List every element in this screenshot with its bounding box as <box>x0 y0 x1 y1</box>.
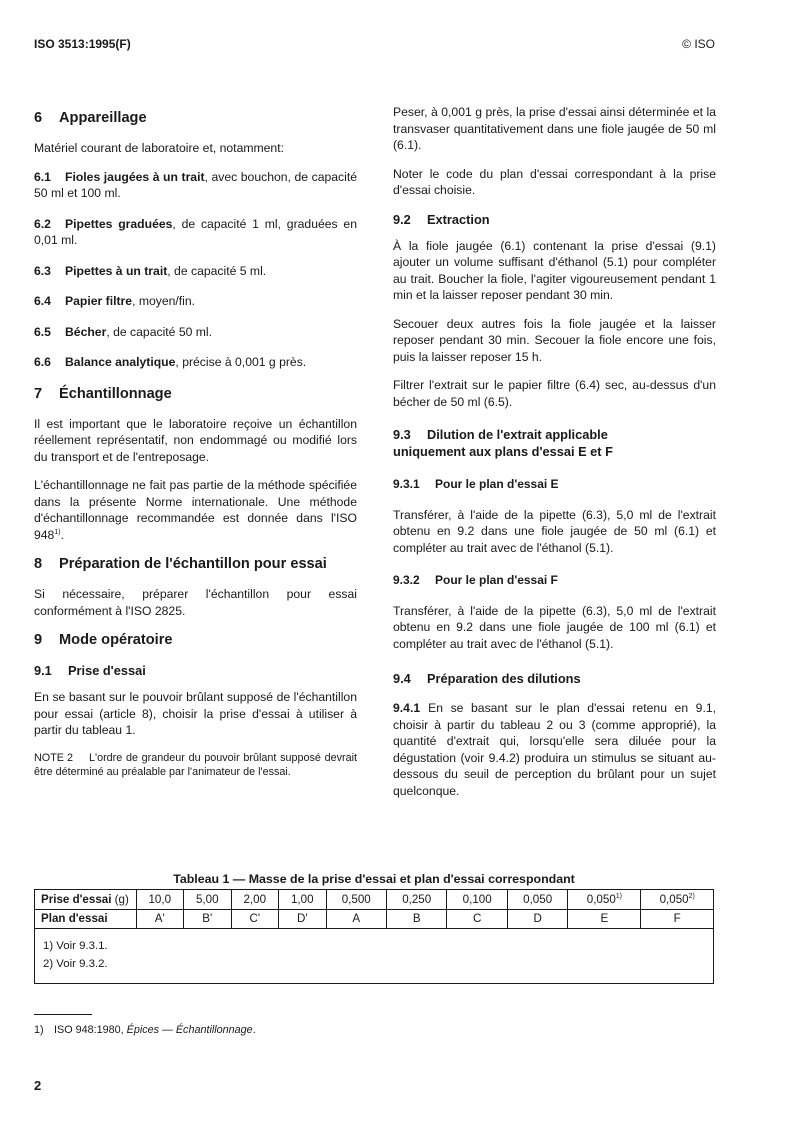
section-9-2-paragraph-3: Filtrer l'extrait sur le papier filtre (6.4) sec, au-dessus d'un bécher de 50 ml (6.5). <box>393 378 716 409</box>
right-column <box>393 104 716 811</box>
section-7-paragraph-2: L'échantillonnage ne fait pas partie de la méthode spécifiée dans la présente Norme internationale. Une méthode d'échantillonnage recommandée est donnée dans l'ISO 948$^{1)}$. <box>34 478 357 542</box>
table-1 <box>34 889 714 984</box>
table-note: 1) Voir 9.3.1. <box>43 939 108 952</box>
note-2: NOTE 2 L'ordre de grandeur du pouvoir brûlant supposé devrait être déterminé au préalable par l'animateur de l'essai. <box>34 751 357 778</box>
section-9-3-1-paragraph: Transférer, à l'aide de la pipette (6.3), 5,0 ml de l'extrait obtenu en 9.2 dans une fiole jaugée de 50 ml (6.1) et compléter au trait avec de l'éthanol (5.1). <box>393 507 716 555</box>
table-cell: 10,0 <box>136 890 184 909</box>
table-cell: 0,050$^{2)}$ <box>641 890 713 909</box>
table-row-test-portion <box>35 890 713 909</box>
table-cell: D' <box>279 909 327 928</box>
section-9-3-heading: 9.3 Dilution de l'extrait applicable uniquement aux plans d'essai E et F <box>393 427 613 459</box>
section-9-1-continued: Peser, à 0,001 g près, la prise d'essai ainsi déterminée et la transvaser quantitativement dans une fiole jaugée de 50 ml (6.1). <box>393 105 716 152</box>
section-9-3-2-paragraph: Transférer, à l'aide de la pipette (6.3), 5,0 ml de l'extrait obtenu en 9.2 dans une fiole jaugée de 100 ml (6.1) et compléter au trait avec de l'éthanol (5.1). <box>393 603 716 651</box>
item-6-5: 6.5 Bécher, de capacité 50 ml. <box>34 324 213 339</box>
section-9-3-1-heading: 9.3.1 Pour le plan d'essai E <box>393 477 559 491</box>
section-9-4-1-paragraph: 9.4.1 En se basant sur le plan d'essai retenu en 9.1, choisir à partir du tableau 2 ou 3 (comme approprié), la quantité d'extrait qui, lorsqu'elle sera diluée pour la dégustation (voir 9.4.2) produira un stimulus se situant au-dessous du seuil de perception du brûlant pour un sujet quelconque. <box>393 701 716 798</box>
section-8-heading: 8 Préparation de l'échantillon pour essai <box>34 556 327 572</box>
item-6-1: 6.1 Fioles jaugées à un trait, avec bouchon, de capacité 50 ml et 100 ml. <box>34 169 357 200</box>
section-9-3-2-heading: 9.3.2 Pour le plan d'essai F <box>393 573 558 587</box>
table-cell: A' <box>136 909 184 928</box>
section-6-heading: 6 Appareillage <box>34 110 147 126</box>
footnote-ref: 1) <box>54 528 61 536</box>
item-6-2: 6.2 Pipettes graduées, de capacité 1 ml, graduées en 0,01 ml. <box>34 216 357 247</box>
section-9-1-heading: 9.1 Prise d'essai <box>34 663 146 678</box>
table-cell: B' <box>184 909 232 928</box>
table-cell: C' <box>231 909 279 928</box>
table-cell: E <box>568 909 641 928</box>
section-7-heading: 7 Échantillonnage <box>34 385 172 402</box>
table-cell: 0,250 <box>386 890 446 909</box>
document-id: ISO 3513:1995(F) <box>34 37 131 51</box>
table-cell: 2,00 <box>231 890 279 909</box>
section-7-paragraph-1: Il est important que le laboratoire reçoive un échantillon réellement représentatif, non endommagé ou modifié lors du transport et de l'entreposage. <box>34 416 357 464</box>
section-9-1-paragraph: En se basant sur le pouvoir brûlant supposé de l'échantillon pour essai (article 8), choisir la prise d'essai à utiliser à partir du tableau 1. <box>34 690 357 737</box>
section-8-paragraph: Si nécessaire, préparer l'échantillon pour essai conformément à l'ISO 2825. <box>34 587 357 618</box>
section-9-2-heading: 9.2 Extraction <box>393 211 490 227</box>
table-row-test-plan <box>35 909 713 928</box>
section-6-intro: Matériel courant de laboratoire et, notamment: <box>34 141 284 155</box>
table-cell: A <box>326 909 386 928</box>
table-cell: 5,00 <box>184 890 232 909</box>
item-6-4: 6.4 Papier filtre, moyen/fin. <box>34 294 196 308</box>
left-column <box>34 104 357 779</box>
table-cell: F <box>641 909 713 928</box>
table-cell: 0,500 <box>326 890 386 909</box>
section-9-2-paragraph-1: À la fiole jaugée (6.1) contenant la prise d'essai (9.1) ajouter un volume suffisant d'éthanol (5.1) pour compléter au trait. Boucher la fiole, l'agiter vigoureusement pendant 1 min et la laisser reposer pendant 30 min. <box>393 238 716 302</box>
table-cell: D <box>507 909 567 928</box>
section-9-2-paragraph-2: Secouer deux autres fois la fiole jaugée et la laisser reposer pendant 30 min. Secouer la fiole encore une fois, puis la laisser reposer 15 h. <box>393 316 716 364</box>
table-cell: C <box>447 909 507 928</box>
footnote-1: 1) ISO 948:1980, Épices — Échantillonnage. <box>34 1024 256 1036</box>
section-9-1-code-paragraph: Noter le code du plan d'essai correspondant à la prise d'essai choisie. <box>393 166 716 197</box>
footnote-divider <box>34 1014 92 1015</box>
section-9-4-heading: 9.4 Préparation des dilutions <box>393 671 581 686</box>
item-6-3: 6.3 Pipettes à un trait, de capacité 5 ml. <box>34 263 267 278</box>
row-label-test-plan: Plan d'essai <box>35 909 136 928</box>
table-cell: 0,050 <box>507 890 567 909</box>
table-1-title: Tableau 1 — Masse de la prise d'essai et plan d'essai correspondant <box>173 872 575 886</box>
item-6-6: 6.6 Balance analytique, précise à 0,001 g près. <box>34 355 307 369</box>
page-number: 2 <box>34 1078 42 1093</box>
table-cell: 0,050$^{1)}$ <box>568 890 641 909</box>
table-note: 2) Voir 9.3.2. <box>43 957 108 970</box>
copyright-notice: © ISO <box>682 37 715 51</box>
table-1-notes <box>35 929 713 973</box>
table-cell: B <box>386 909 446 928</box>
section-9-heading: 9 Mode opératoire <box>34 632 173 648</box>
table-cell: 1,00 <box>279 890 327 909</box>
row-label-test-portion: Prise d'essai (g) <box>35 890 136 909</box>
table-cell: 0,100 <box>447 890 507 909</box>
